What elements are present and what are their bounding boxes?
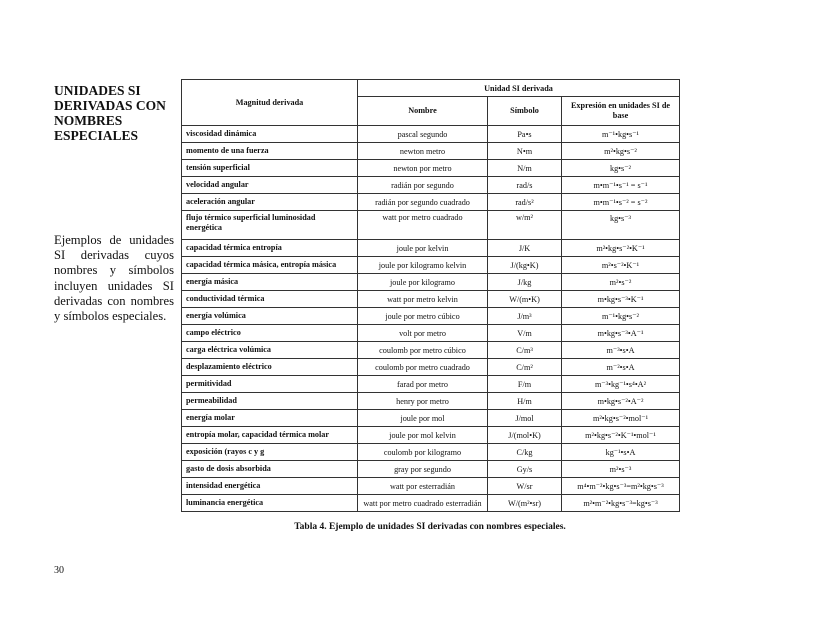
- table-row: [182, 359, 680, 376]
- cell-magnitud: intensidad energética: [182, 478, 358, 495]
- cell-simbolo: C/m²: [488, 359, 562, 376]
- cell-expresion: m²•s⁻²: [562, 274, 680, 291]
- cell-magnitud: desplazamiento eléctrico: [182, 359, 358, 376]
- cell-nombre: watt por metro cuadrado esterradián: [358, 495, 488, 512]
- table-row: [182, 126, 680, 143]
- table-row: [182, 427, 680, 444]
- cell-simbolo: C/m³: [488, 342, 562, 359]
- table-caption: Tabla 4. Ejemplo de unidades SI derivadas con nombres especiales.: [294, 522, 566, 532]
- cell-magnitud: capacidad térmica másica, entropía másica: [182, 257, 358, 274]
- cell-expresion: m²•s⁻³: [562, 461, 680, 478]
- cell-magnitud: capacidad térmica entropía: [182, 240, 358, 257]
- cell-simbolo: N•m: [488, 143, 562, 160]
- cell-simbolo: J/K: [488, 240, 562, 257]
- table-row: [182, 461, 680, 478]
- cell-simbolo: W/(m²•sr): [488, 495, 562, 512]
- cell-simbolo: rad/s: [488, 177, 562, 194]
- derived-units-table: [181, 79, 680, 512]
- cell-magnitud: luminancia energética: [182, 495, 358, 512]
- cell-expresion: m•m⁻¹•s⁻¹ = s⁻¹: [562, 177, 680, 194]
- cell-nombre: coulomb por kilogramo: [358, 444, 488, 461]
- cell-expresion: m⁻¹•kg•s⁻¹: [562, 126, 680, 143]
- cell-simbolo: J/m³: [488, 308, 562, 325]
- cell-nombre: watt por metro kelvin: [358, 291, 488, 308]
- cell-simbolo: V/m: [488, 325, 562, 342]
- cell-nombre: joule por mol kelvin: [358, 427, 488, 444]
- header-expresion: Expresión en unidades SI de base: [562, 97, 680, 126]
- cell-nombre: watt por metro cuadrado: [358, 211, 488, 240]
- cell-expresion: m⁻³•kg⁻¹•s⁴•A²: [562, 376, 680, 393]
- cell-expresion: m⁻²•s•A: [562, 359, 680, 376]
- cell-nombre: radián por segundo: [358, 177, 488, 194]
- cell-expresion: m⁻³•s•A: [562, 342, 680, 359]
- cell-simbolo: Pa•s: [488, 126, 562, 143]
- cell-expresion: kg•s⁻²: [562, 160, 680, 177]
- cell-simbolo: J/(kg•K): [488, 257, 562, 274]
- cell-nombre: joule por kelvin: [358, 240, 488, 257]
- cell-expresion: m²•kg•s⁻²•K⁻¹: [562, 240, 680, 257]
- table-row: [182, 240, 680, 257]
- table-row: [182, 444, 680, 461]
- cell-simbolo: F/m: [488, 376, 562, 393]
- cell-expresion: m²•kg•s⁻²•K⁻¹•mol⁻¹: [562, 427, 680, 444]
- table-row: [182, 478, 680, 495]
- cell-expresion: m•kg•s⁻³•A⁻¹: [562, 325, 680, 342]
- cell-nombre: farad por metro: [358, 376, 488, 393]
- cell-simbolo: Gy/s: [488, 461, 562, 478]
- cell-magnitud: carga eléctrica volúmica: [182, 342, 358, 359]
- section-title: UNIDADES SI DERIVADAS CON NOMBRES ESPECIALES: [54, 83, 166, 143]
- header-nombre: Nombre: [358, 97, 488, 126]
- header-magnitud: Magnitud derivada: [182, 80, 358, 126]
- table-row: [182, 211, 680, 240]
- cell-nombre: joule por metro cúbico: [358, 308, 488, 325]
- table-row: [182, 393, 680, 410]
- cell-nombre: henry por metro: [358, 393, 488, 410]
- cell-simbolo: H/m: [488, 393, 562, 410]
- table-row: [182, 410, 680, 427]
- cell-simbolo: J/kg: [488, 274, 562, 291]
- cell-nombre: gray por segundo: [358, 461, 488, 478]
- cell-expresion: kg⁻¹•s•A: [562, 444, 680, 461]
- cell-expresion: kg•s⁻³: [562, 211, 680, 240]
- cell-nombre: joule por kilogramo: [358, 274, 488, 291]
- header-unit-group: Unidad SI derivada: [358, 80, 680, 97]
- cell-nombre: coulomb por metro cuadrado: [358, 359, 488, 376]
- cell-nombre: coulomb por metro cúbico: [358, 342, 488, 359]
- table-row: [182, 194, 680, 211]
- page-number: 30: [54, 565, 64, 576]
- cell-magnitud: energía másica: [182, 274, 358, 291]
- cell-simbolo: J/(mol•K): [488, 427, 562, 444]
- cell-simbolo: W/(m•K): [488, 291, 562, 308]
- cell-magnitud: viscosidad dinámica: [182, 126, 358, 143]
- table-row: [182, 143, 680, 160]
- cell-expresion: m•kg•s⁻²•A⁻²: [562, 393, 680, 410]
- cell-magnitud: energía molar: [182, 410, 358, 427]
- cell-nombre: newton por metro: [358, 160, 488, 177]
- cell-nombre: radián por segundo cuadrado: [358, 194, 488, 211]
- cell-magnitud: exposición (rayos c y g: [182, 444, 358, 461]
- table-row: [182, 177, 680, 194]
- cell-nombre: pascal segundo: [358, 126, 488, 143]
- cell-magnitud: velocidad angular: [182, 177, 358, 194]
- cell-magnitud: momento de una fuerza: [182, 143, 358, 160]
- cell-nombre: joule por kilogramo kelvin: [358, 257, 488, 274]
- cell-magnitud: gasto de dosis absorbida: [182, 461, 358, 478]
- cell-magnitud: aceleración angular: [182, 194, 358, 211]
- cell-simbolo: C/kg: [488, 444, 562, 461]
- table-row: [182, 495, 680, 512]
- cell-expresion: m²•s⁻²•K⁻¹: [562, 257, 680, 274]
- cell-expresion: m⁴•m⁻²•kg•s⁻³=m²•kg•s⁻³: [562, 478, 680, 495]
- cell-magnitud: campo eléctrico: [182, 325, 358, 342]
- cell-nombre: watt por esterradián: [358, 478, 488, 495]
- cell-simbolo: w/m²: [488, 211, 562, 240]
- cell-nombre: joule por mol: [358, 410, 488, 427]
- cell-simbolo: J/mol: [488, 410, 562, 427]
- cell-simbolo: N/m: [488, 160, 562, 177]
- cell-nombre: volt por metro: [358, 325, 488, 342]
- cell-expresion: m²•m⁻²•kg•s⁻³=kg•s⁻³: [562, 495, 680, 512]
- header-simbolo: Símbolo: [488, 97, 562, 126]
- cell-magnitud: permeabilidad: [182, 393, 358, 410]
- cell-expresion: m²•kg•s⁻²: [562, 143, 680, 160]
- cell-expresion: m⁻¹•kg•s⁻²: [562, 308, 680, 325]
- cell-expresion: m•kg•s⁻³•K⁻¹: [562, 291, 680, 308]
- cell-nombre: newton metro: [358, 143, 488, 160]
- cell-simbolo: rad/s²: [488, 194, 562, 211]
- cell-simbolo: W/sr: [488, 478, 562, 495]
- cell-magnitud: flujo térmico superficial luminosidad energética: [182, 211, 358, 240]
- section-description: Ejemplos de unidades SI derivadas cuyos nombres y símbolos incluyen unidades SI derivadas con nombres y símbolos especiales.: [54, 233, 174, 324]
- cell-expresion: m•m⁻¹•s⁻² = s⁻²: [562, 194, 680, 211]
- cell-expresion: m²•kg•s⁻²•mol⁻¹: [562, 410, 680, 427]
- cell-magnitud: energía volúmica: [182, 308, 358, 325]
- table-row: [182, 376, 680, 393]
- table-row: [182, 160, 680, 177]
- table-row: [182, 274, 680, 291]
- cell-magnitud: permitividad: [182, 376, 358, 393]
- cell-magnitud: entropía molar, capacidad térmica molar: [182, 427, 358, 444]
- cell-magnitud: tensión superficial: [182, 160, 358, 177]
- table-row: [182, 291, 680, 308]
- table-row: [182, 308, 680, 325]
- table-row: [182, 342, 680, 359]
- table-row: [182, 325, 680, 342]
- cell-magnitud: conductividad térmica: [182, 291, 358, 308]
- table-row: [182, 257, 680, 274]
